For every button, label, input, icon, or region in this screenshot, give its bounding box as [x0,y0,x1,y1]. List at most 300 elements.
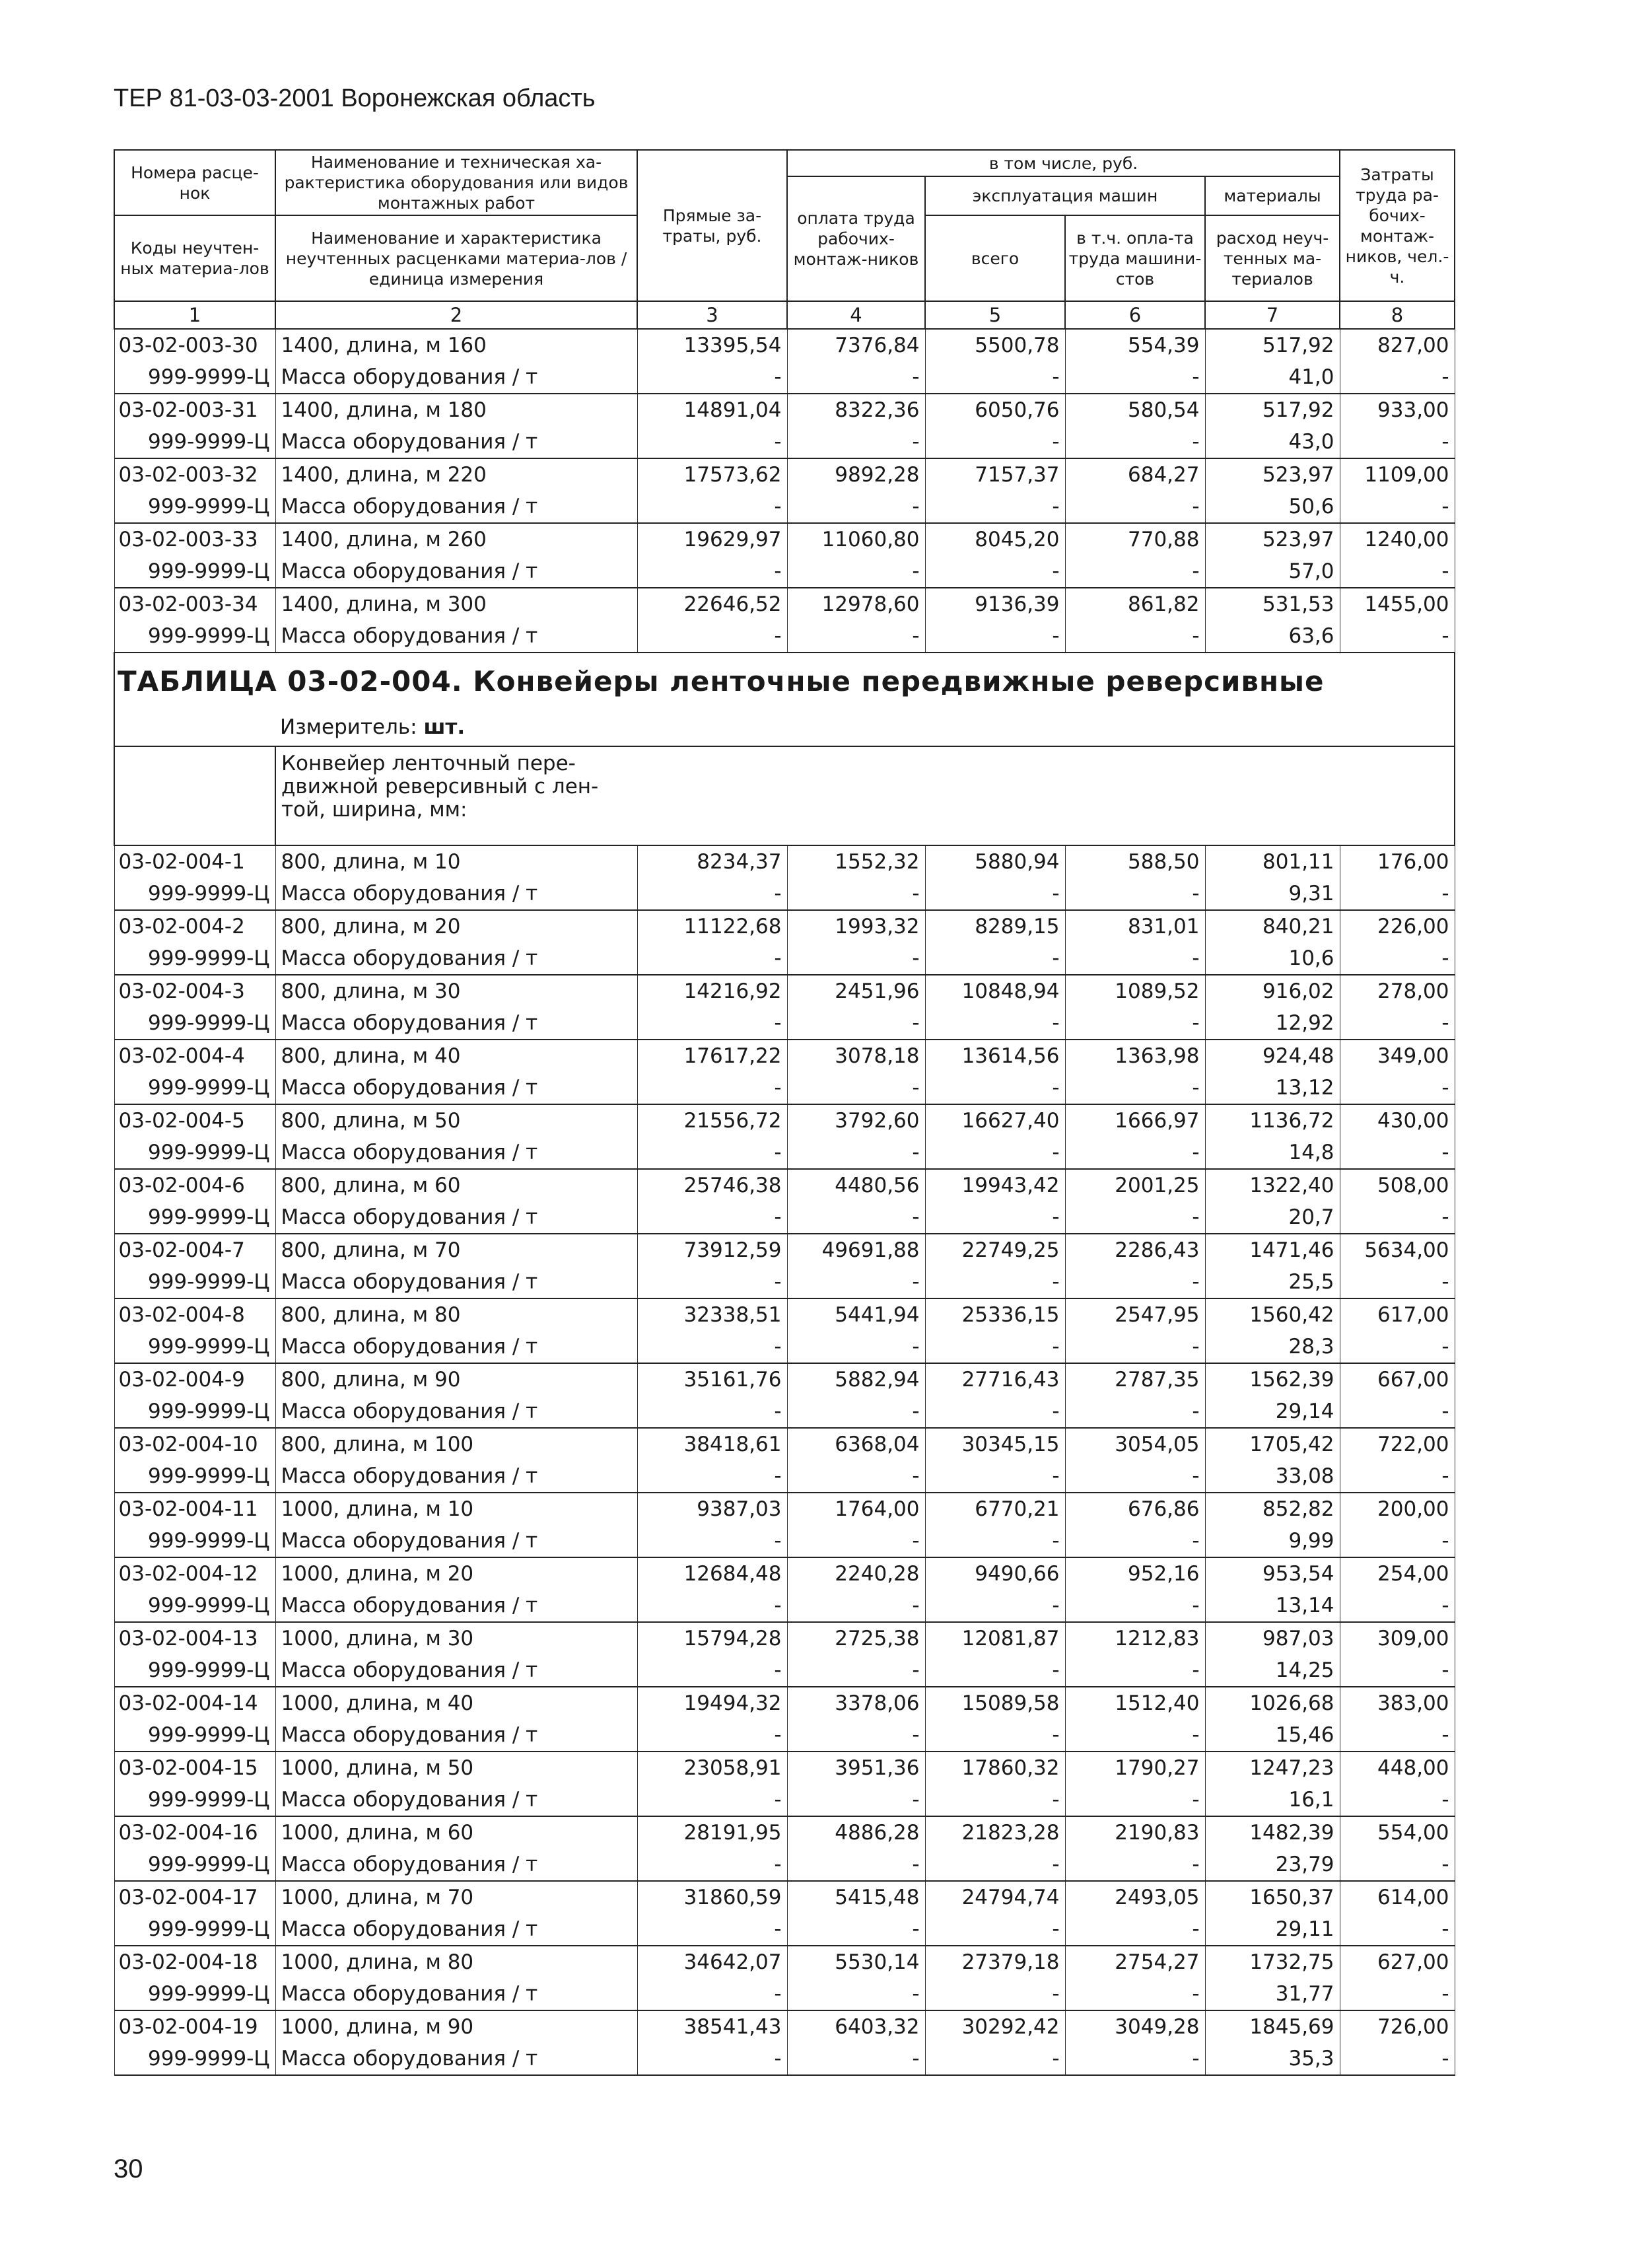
worker-wages: 3378,06 [787,1687,925,1719]
rate-name: 1000, длина, м 70 [275,1881,637,1913]
rate-code: 03-02-004-3 [114,975,275,1007]
material-name: Масса оборудования / т [275,1654,637,1687]
wages-dash: - [787,1137,925,1169]
machine-dash: - [925,1654,1065,1687]
machine-total: 16627,40 [925,1104,1065,1137]
material-name: Масса оборудования / т [275,1784,637,1816]
materials-cost: 517,92 [1205,329,1340,361]
wages-dash: - [787,1978,925,2010]
price-table-container [114,149,1454,2076]
direct-costs: 19494,32 [637,1687,787,1719]
machine-total: 5500,78 [925,329,1065,361]
header-machine-operation: эксплуатация машин [925,176,1205,215]
table-row-material [114,620,1455,653]
table-row-material [114,1654,1455,1687]
header-name-top: Наименование и техническая ха-рактеристика оборудования или видов монтажных работ [275,150,637,215]
machine-total: 30345,15 [925,1428,1065,1460]
wages-dash: - [787,878,925,910]
direct-costs: 17617,22 [637,1040,787,1072]
wages-dash: - [787,1201,925,1234]
machine-dash: - [925,1784,1065,1816]
labor-dash: - [1340,1137,1455,1169]
material-name: Масса оборудования / т [275,1331,637,1363]
machinist-dash: - [1065,426,1205,458]
wages-dash: - [787,1331,925,1363]
machinist-wages: 2001,25 [1065,1169,1205,1201]
table-row-material [114,1266,1455,1298]
machine-total: 15089,58 [925,1687,1065,1719]
rate-code: 03-02-004-2 [114,910,275,942]
machine-dash: - [925,1525,1065,1557]
table-row-material [114,1331,1455,1363]
table-row-material [114,1590,1455,1622]
machinist-wages: 580,54 [1065,394,1205,426]
material-name: Масса оборудования / т [275,620,637,653]
rate-code: 03-02-003-30 [114,329,275,361]
rate-name: 800, длина, м 70 [275,1234,637,1266]
machinist-wages: 2190,83 [1065,1816,1205,1849]
machinist-dash: - [1065,1784,1205,1816]
direct-dash: - [637,942,787,975]
rate-name: 1000, длина, м 50 [275,1752,637,1784]
wages-dash: - [787,1784,925,1816]
machinist-wages: 1089,52 [1065,975,1205,1007]
table-row [114,588,1455,620]
table-row [114,975,1455,1007]
wages-dash: - [787,1072,925,1104]
materials-cost: 1482,39 [1205,1816,1340,1849]
machine-total: 6770,21 [925,1493,1065,1525]
machinist-wages: 676,86 [1065,1493,1205,1525]
wages-dash: - [787,426,925,458]
unit-value: шт. [423,715,466,739]
machine-total: 27379,18 [925,1946,1065,1978]
rate-code: 03-02-004-6 [114,1169,275,1201]
machine-total: 27716,43 [925,1363,1065,1396]
labor-costs: 200,00 [1340,1493,1455,1525]
materials-cost: 1471,46 [1205,1234,1340,1266]
labor-dash: - [1340,1590,1455,1622]
material-code: 999-9999-Ц [114,1266,275,1298]
material-name: Масса оборудования / т [275,361,637,394]
machine-dash: - [925,878,1065,910]
rate-code: 03-02-003-31 [114,394,275,426]
machine-total: 17860,32 [925,1752,1065,1784]
worker-wages: 8322,36 [787,394,925,426]
rate-name: 800, длина, м 10 [275,845,637,878]
column-number: 2 [275,301,637,329]
materials-cost: 1562,39 [1205,1363,1340,1396]
material-code: 999-9999-Ц [114,1654,275,1687]
machine-dash: - [925,555,1065,588]
table-row [114,1557,1455,1590]
rate-code: 03-02-003-34 [114,588,275,620]
table-row-material [114,878,1455,910]
direct-costs: 8234,37 [637,845,787,878]
worker-wages: 12978,60 [787,588,925,620]
table-row-material [114,361,1455,394]
labor-dash: - [1340,1654,1455,1687]
machinist-dash: - [1065,1590,1205,1622]
worker-wages: 6368,04 [787,1428,925,1460]
materials-cost: 1136,72 [1205,1104,1340,1137]
table-row-material [114,2043,1455,2075]
rate-name: 1000, длина, м 30 [275,1622,637,1654]
machinist-wages: 3049,28 [1065,2010,1205,2043]
wages-dash: - [787,361,925,394]
unit-line [114,709,1455,746]
machinist-dash: - [1065,361,1205,394]
direct-dash: - [637,1849,787,1881]
materials-cost: 531,53 [1205,588,1340,620]
section-description-text: Конвейер ленточный пере-движной реверсивный с лен-той, ширина, мм: [281,752,599,822]
materials-cost: 801,11 [1205,845,1340,878]
machinist-wages: 1790,27 [1065,1752,1205,1784]
material-name: Масса оборудования / т [275,1849,637,1881]
material-code: 999-9999-Ц [114,1201,275,1234]
direct-costs: 22646,52 [637,588,787,620]
materials-cost: 1247,23 [1205,1752,1340,1784]
table-row [114,1363,1455,1396]
direct-dash: - [637,1719,787,1752]
table-row [114,1752,1455,1784]
labor-costs: 309,00 [1340,1622,1455,1654]
rate-name: 1000, длина, м 20 [275,1557,637,1590]
material-code: 999-9999-Ц [114,1396,275,1428]
wages-dash: - [787,1719,925,1752]
labor-dash: - [1340,361,1455,394]
header-name-bottom: Наименование и характеристика неучтенных расценками материа-лов / единица измерения [275,215,637,301]
rate-code: 03-02-004-17 [114,1881,275,1913]
machine-dash: - [925,1978,1065,2010]
wages-dash: - [787,1396,925,1428]
column-number: 5 [925,301,1065,329]
material-code: 999-9999-Ц [114,878,275,910]
materials-cost: 916,02 [1205,975,1340,1007]
labor-dash: - [1340,878,1455,910]
column-number: 1 [114,301,275,329]
machinist-wages: 1666,97 [1065,1104,1205,1137]
material-code: 999-9999-Ц [114,1137,275,1169]
material-expense: 29,14 [1205,1396,1340,1428]
machinist-wages: 2547,95 [1065,1298,1205,1331]
machinist-dash: - [1065,1331,1205,1363]
direct-dash: - [637,491,787,523]
machine-dash: - [925,942,1065,975]
table-row-material [114,555,1455,588]
labor-costs: 722,00 [1340,1428,1455,1460]
material-expense: 25,5 [1205,1266,1340,1298]
machine-dash: - [925,426,1065,458]
machine-dash: - [925,1266,1065,1298]
material-name: Масса оборудования / т [275,1072,637,1104]
machine-total: 5880,94 [925,845,1065,878]
table-row [114,845,1455,878]
rate-code: 03-02-003-33 [114,523,275,555]
table-row-material [114,1849,1455,1881]
worker-wages: 2451,96 [787,975,925,1007]
worker-wages: 11060,80 [787,523,925,555]
page-header: ТЕР 81-03-03-2001 Воронежская область [114,85,596,112]
table-row-material [114,1137,1455,1169]
unit-label: Измеритель: [280,715,417,739]
labor-costs: 1240,00 [1340,523,1455,555]
material-name: Масса оборудования / т [275,1137,637,1169]
table-row-material [114,426,1455,458]
machinist-dash: - [1065,942,1205,975]
header-materials-expense: расход неуч-тенных ма-териалов [1205,215,1340,301]
wages-dash: - [787,1590,925,1622]
materials-cost: 1732,75 [1205,1946,1340,1978]
labor-costs: 5634,00 [1340,1234,1455,1266]
machine-total: 13614,56 [925,1040,1065,1072]
material-code: 999-9999-Ц [114,1007,275,1040]
direct-dash: - [637,1913,787,1946]
labor-dash: - [1340,491,1455,523]
labor-dash: - [1340,1978,1455,2010]
header-machinist-wages: в т.ч. опла-та труда машини-стов [1065,215,1205,301]
materials-cost: 1650,37 [1205,1881,1340,1913]
material-name: Масса оборудования / т [275,942,637,975]
labor-costs: 933,00 [1340,394,1455,426]
header-including: в том числе, руб. [787,150,1340,176]
table-row [114,329,1455,361]
material-expense: 63,6 [1205,620,1340,653]
material-code: 999-9999-Ц [114,555,275,588]
labor-dash: - [1340,426,1455,458]
direct-dash: - [637,1978,787,2010]
direct-costs: 14891,04 [637,394,787,426]
direct-dash: - [637,878,787,910]
machinist-wages: 2754,27 [1065,1946,1205,1978]
machinist-dash: - [1065,1525,1205,1557]
direct-costs: 14216,92 [637,975,787,1007]
materials-cost: 1026,68 [1205,1687,1340,1719]
machinist-wages: 861,82 [1065,588,1205,620]
labor-dash: - [1340,1201,1455,1234]
machine-dash: - [925,1719,1065,1752]
material-expense: 50,6 [1205,491,1340,523]
table-row [114,1816,1455,1849]
labor-dash: - [1340,1072,1455,1104]
rate-code: 03-02-004-5 [114,1104,275,1137]
labor-dash: - [1340,1266,1455,1298]
rate-name: 800, длина, м 50 [275,1104,637,1137]
wages-dash: - [787,1266,925,1298]
direct-dash: - [637,1331,787,1363]
table-row-material [114,1007,1455,1040]
labor-costs: 508,00 [1340,1169,1455,1201]
machine-dash: - [925,1849,1065,1881]
rate-code: 03-02-004-19 [114,2010,275,2043]
worker-wages: 5415,48 [787,1881,925,1913]
wages-dash: - [787,555,925,588]
material-code: 999-9999-Ц [114,1460,275,1493]
direct-dash: - [637,1525,787,1557]
material-expense: 15,46 [1205,1719,1340,1752]
wages-dash: - [787,1913,925,1946]
materials-cost: 1560,42 [1205,1298,1340,1331]
worker-wages: 4480,56 [787,1169,925,1201]
wages-dash: - [787,2043,925,2075]
material-expense: 41,0 [1205,361,1340,394]
direct-dash: - [637,426,787,458]
material-expense: 28,3 [1205,1331,1340,1363]
labor-dash: - [1340,1849,1455,1881]
direct-costs: 31860,59 [637,1881,787,1913]
worker-wages: 1552,32 [787,845,925,878]
direct-costs: 19629,97 [637,523,787,555]
table-row [114,1234,1455,1266]
machine-total: 8289,15 [925,910,1065,942]
materials-cost: 840,21 [1205,910,1340,942]
header-code-top: Номера расце-нок [114,150,275,215]
labor-costs: 254,00 [1340,1557,1455,1590]
material-code: 999-9999-Ц [114,491,275,523]
direct-dash: - [637,1266,787,1298]
header-code-bottom: Коды неучтен-ных материа-лов [114,215,275,301]
rate-code: 03-02-004-4 [114,1040,275,1072]
worker-wages: 5882,94 [787,1363,925,1396]
wages-dash: - [787,1849,925,1881]
direct-costs: 28191,95 [637,1816,787,1849]
material-expense: 20,7 [1205,1201,1340,1234]
rate-name: 800, длина, м 90 [275,1363,637,1396]
material-code: 999-9999-Ц [114,426,275,458]
material-code: 999-9999-Ц [114,1913,275,1946]
section-header [114,653,1455,845]
material-name: Масса оборудования / т [275,1913,637,1946]
labor-costs: 554,00 [1340,1816,1455,1849]
machinist-dash: - [1065,878,1205,910]
rate-name: 1000, длина, м 80 [275,1946,637,1978]
materials-cost: 987,03 [1205,1622,1340,1654]
rate-name: 800, длина, м 100 [275,1428,637,1460]
worker-wages: 4886,28 [787,1816,925,1849]
worker-wages: 2725,38 [787,1622,925,1654]
rate-code: 03-02-004-12 [114,1557,275,1590]
wages-dash: - [787,1654,925,1687]
material-expense: 13,12 [1205,1072,1340,1104]
material-expense: 12,92 [1205,1007,1340,1040]
machinist-wages: 588,50 [1065,845,1205,878]
rate-name: 1400, длина, м 220 [275,458,637,491]
worker-wages: 49691,88 [787,1234,925,1266]
header-materials: материалы [1205,176,1340,215]
table-row [114,523,1455,555]
material-expense: 57,0 [1205,555,1340,588]
worker-wages: 5530,14 [787,1946,925,1978]
machine-dash: - [925,1331,1065,1363]
table-row-material [114,491,1455,523]
direct-dash: - [637,2043,787,2075]
labor-costs: 1455,00 [1340,588,1455,620]
machinist-dash: - [1065,2043,1205,2075]
material-name: Масса оборудования / т [275,878,637,910]
machinist-dash: - [1065,1072,1205,1104]
machinist-wages: 1512,40 [1065,1687,1205,1719]
machinist-dash: - [1065,555,1205,588]
direct-dash: - [637,1007,787,1040]
rate-name: 1400, длина, м 260 [275,523,637,555]
machinist-wages: 1212,83 [1065,1622,1205,1654]
material-expense: 16,1 [1205,1784,1340,1816]
labor-dash: - [1340,1525,1455,1557]
material-expense: 13,14 [1205,1590,1340,1622]
labor-costs: 726,00 [1340,2010,1455,2043]
rates-group-03-02-003 [114,329,1455,653]
rate-name: 1000, длина, м 90 [275,2010,637,2043]
machinist-dash: - [1065,1654,1205,1687]
direct-costs: 23058,91 [637,1752,787,1784]
page-number: 30 [114,2154,143,2183]
machinist-wages: 2286,43 [1065,1234,1205,1266]
labor-costs: 617,00 [1340,1298,1455,1331]
table-row [114,394,1455,426]
wages-dash: - [787,1007,925,1040]
direct-dash: - [637,555,787,588]
labor-dash: - [1340,2043,1455,2075]
machinist-wages: 770,88 [1065,523,1205,555]
rate-code: 03-02-004-7 [114,1234,275,1266]
direct-costs: 38418,61 [637,1428,787,1460]
machine-total: 22749,25 [925,1234,1065,1266]
rate-name: 1400, длина, м 160 [275,329,637,361]
material-expense: 10,6 [1205,942,1340,975]
material-expense: 14,8 [1205,1137,1340,1169]
material-expense: 29,11 [1205,1913,1340,1946]
material-name: Масса оборудования / т [275,1201,637,1234]
machinist-dash: - [1065,620,1205,653]
material-name: Масса оборудования / т [275,426,637,458]
labor-costs: 1109,00 [1340,458,1455,491]
labor-dash: - [1340,555,1455,588]
machine-total: 9136,39 [925,588,1065,620]
table-row [114,1428,1455,1460]
direct-dash: - [637,1137,787,1169]
material-name: Масса оборудования / т [275,1978,637,2010]
section-description [275,746,1455,845]
rate-name: 800, длина, м 30 [275,975,637,1007]
table-header [114,150,1455,329]
rate-name: 1000, длина, м 60 [275,1816,637,1849]
direct-dash: - [637,1590,787,1622]
material-code: 999-9999-Ц [114,1719,275,1752]
machinist-dash: - [1065,1719,1205,1752]
rate-code: 03-02-004-14 [114,1687,275,1719]
machinist-dash: - [1065,1137,1205,1169]
machine-total: 6050,76 [925,394,1065,426]
labor-dash: - [1340,620,1455,653]
machine-total: 10848,94 [925,975,1065,1007]
machine-total: 21823,28 [925,1816,1065,1849]
machine-total: 8045,20 [925,523,1065,555]
table-row [114,1493,1455,1525]
material-expense: 9,31 [1205,878,1340,910]
table-row [114,1298,1455,1331]
table-row-material [114,1978,1455,2010]
machine-dash: - [925,1007,1065,1040]
rate-code: 03-02-003-32 [114,458,275,491]
table-row [114,1104,1455,1137]
machine-dash: - [925,1396,1065,1428]
machinist-dash: - [1065,491,1205,523]
table-row-material [114,942,1455,975]
table-row-material [114,1719,1455,1752]
labor-dash: - [1340,1396,1455,1428]
labor-dash: - [1340,1331,1455,1363]
machine-dash: - [925,491,1065,523]
